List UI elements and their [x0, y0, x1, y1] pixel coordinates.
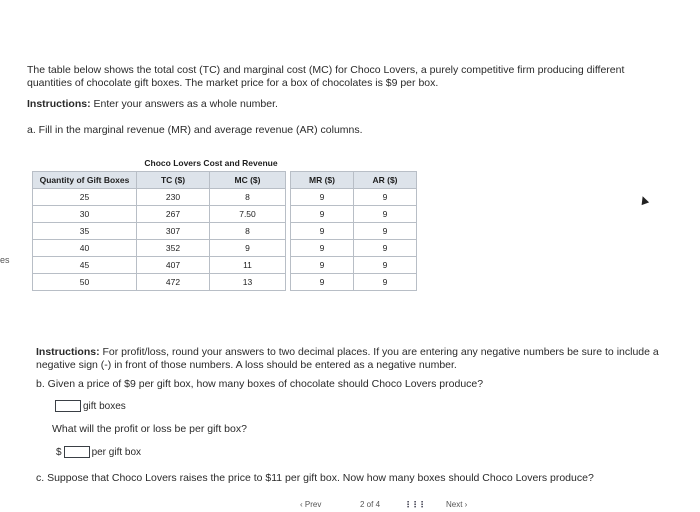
question-a: a. Fill in the marginal revenue (MR) and average revenue (AR) columns. [27, 124, 363, 136]
mr-input-value: 9 [319, 243, 325, 253]
gift-boxes-input[interactable] [55, 400, 81, 412]
cell-tc: 352 [137, 240, 210, 257]
cell-mc: 9 [210, 240, 286, 257]
ar-input-value: 9 [382, 277, 388, 287]
cell-mc: 13 [210, 274, 286, 291]
ar-input[interactable] [354, 257, 417, 274]
cell-qty: 40 [33, 240, 137, 257]
grid-icon[interactable]: ⋮⋮⋮ [404, 500, 425, 509]
prev-button[interactable]: ‹ Prev [300, 500, 322, 509]
ar-input-value: 9 [382, 243, 388, 253]
per-gift-box-label: per gift box [91, 446, 142, 458]
cell-qty: 25 [33, 189, 137, 206]
mr-input-value: 9 [319, 192, 325, 202]
cell-mc: 11 [210, 257, 286, 274]
profit-answer [56, 446, 141, 458]
header-mr: MR ($) [291, 172, 354, 189]
instructions-2-label: Instructions: [36, 346, 100, 358]
cell-qty: 50 [33, 274, 137, 291]
ar-input[interactable] [354, 240, 417, 257]
mouse-pointer-icon [639, 195, 649, 205]
question-c: c. Suppose that Choco Lovers raises the price to $11 per gift box. Now how many boxes should Choco Lovers produce? [36, 472, 594, 484]
table-row [33, 223, 417, 240]
ar-input-value: 9 [382, 260, 388, 270]
mr-input-value: 9 [319, 209, 325, 219]
cell-mc: 7.50 [210, 206, 286, 223]
mr-input-value: 9 [319, 260, 325, 270]
instructions-1-text: Enter your answers as a whole number. [93, 98, 278, 110]
cell-tc: 267 [137, 206, 210, 223]
page-indicator[interactable]: 2 of 4 [360, 500, 381, 509]
cell-qty: 45 [33, 257, 137, 274]
cell-qty: 30 [33, 206, 137, 223]
mr-input[interactable] [291, 274, 354, 291]
mr-input[interactable] [291, 189, 354, 206]
mr-input-value: 9 [319, 277, 325, 287]
mr-input[interactable] [291, 206, 354, 223]
mr-input[interactable] [291, 240, 354, 257]
header-tc: TC ($) [137, 172, 210, 189]
edge-text: es [0, 255, 10, 265]
cell-tc: 307 [137, 223, 210, 240]
instructions-2 [36, 346, 676, 372]
cell-tc: 407 [137, 257, 210, 274]
profit-input[interactable] [64, 446, 90, 458]
instructions-1 [27, 98, 278, 111]
table-row [33, 257, 417, 274]
next-button[interactable]: Next › [446, 500, 468, 509]
ar-input[interactable] [354, 223, 417, 240]
cell-tc: 230 [137, 189, 210, 206]
mr-input[interactable] [291, 257, 354, 274]
header-quantity: Quantity of Gift Boxes [33, 172, 137, 189]
instructions-2-text: For profit/loss, round your answers to two decimal places. If you are entering any negative numbers be sure to include a negative sign (-) in front of those numbers. A loss should be entered as a negative number. [36, 346, 659, 371]
cell-tc: 472 [137, 274, 210, 291]
ar-input[interactable] [354, 206, 417, 223]
table-row [33, 240, 417, 257]
ar-input[interactable] [354, 189, 417, 206]
profit-question: What will the profit or loss be per gift box? [52, 423, 247, 435]
mr-input-value: 9 [319, 226, 325, 236]
question-b: b. Given a price of $9 per gift box, how many boxes of chocolate should Choco Lovers produce? [36, 378, 484, 390]
cell-mc: 8 [210, 223, 286, 240]
ar-input-value: 9 [382, 192, 388, 202]
gift-boxes-answer [55, 400, 126, 412]
mr-input[interactable] [291, 223, 354, 240]
gift-boxes-label: gift boxes [83, 400, 126, 412]
table-row [33, 189, 417, 206]
instructions-1-label: Instructions: [27, 98, 91, 110]
cell-mc: 8 [210, 189, 286, 206]
cell-qty: 35 [33, 223, 137, 240]
cost-revenue-table [32, 155, 417, 291]
ar-input-value: 9 [382, 226, 388, 236]
dollar-sign: $ [56, 446, 62, 458]
header-mc: MC ($) [210, 172, 286, 189]
intro-text: The table below shows the total cost (TC) and marginal cost (MC) for Choco Lovers, a purely competitive firm producing different quantities of chocolate gift boxes. The market price for a box of chocolates is $9 per box. [27, 64, 625, 89]
table-row [33, 274, 417, 291]
ar-input[interactable] [354, 274, 417, 291]
header-ar: AR ($) [354, 172, 417, 189]
table-row [33, 206, 417, 223]
ar-input-value: 9 [382, 209, 388, 219]
table-caption: Choco Lovers Cost and Revenue [137, 155, 286, 172]
